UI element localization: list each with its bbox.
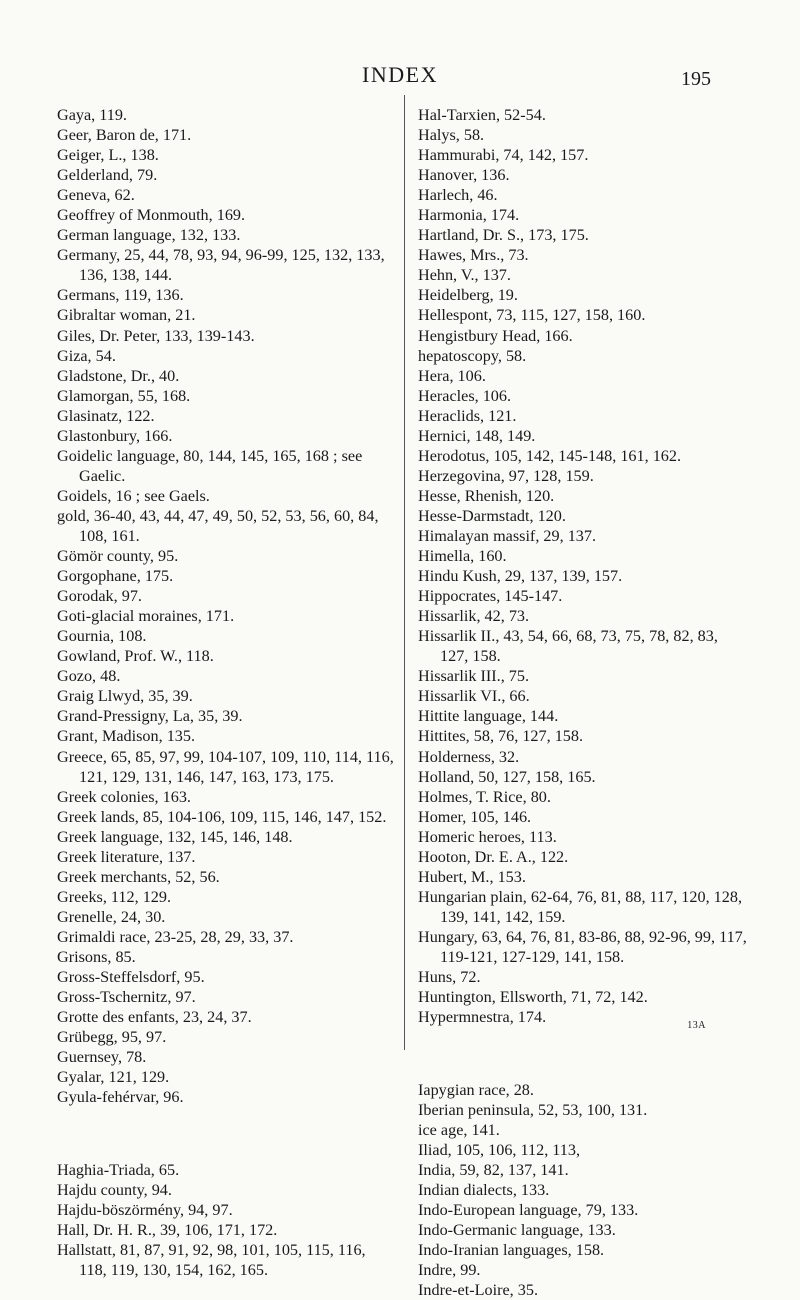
index-entry: Holderness, 32. [418,747,520,766]
index-entry: Indian dialects, 133. [418,1180,550,1199]
index-entry: Grenelle, 24, 30. [57,907,166,926]
index-entry: Hanover, 136. [418,166,510,185]
page-title: INDEX [362,62,438,87]
index-entry: Hernici, 148, 149. [418,426,536,445]
letter-group-gap [57,1124,397,1144]
index-entry: Himella, 160. [418,547,507,566]
index-entry: Gorgophane, 175. [57,567,174,586]
index-entry: Hubert, M., 153. [418,867,526,886]
index-entry: Grant, Madison, 135. [57,727,196,746]
index-entry: Hissarlik VI., 66. [418,687,530,706]
index-entry: Holmes, T. Rice, 80. [418,787,551,806]
index-entry: German language, 132, 133. [57,226,241,245]
index-entry: Homer, 105, 146. [418,807,532,826]
index-entry: Hehn, V., 137. [418,266,511,285]
index-entry: Greek merchants, 52, 56. [57,867,220,886]
index-entry: Greek lands, 85, 104-106, 109, 115, 146, 147, 152. [57,807,387,826]
index-entry: Geiger, L., 138. [57,146,159,165]
index-entry: Gozo, 48. [57,667,121,686]
index-entry: Iliad, 105, 106, 112, 113, [418,1140,581,1159]
index-entry: Grimaldi race, 23-25, 28, 29, 33, 37. [57,927,294,946]
index-entry: Hissarlik II., 43, 54, 66, 68, 73, 75, 78, 82, 83, 127, 158. [418,627,718,666]
index-entry: Gaya, 119. [57,106,127,124]
index-entry: Heracles, 106. [418,386,512,405]
index-entry: Greek literature, 137. [57,847,196,866]
index-entry: Grotte des enfants, 23, 24, 37. [57,1008,252,1027]
index-entry: Hammurabi, 74, 142, 157. [418,146,589,165]
index-entry: Hittites, 58, 76, 127, 158. [418,727,584,746]
index-entry: Harmonia, 174. [418,206,520,225]
index-entry: Gross-Steffelsdorf, 95. [57,968,205,987]
index-entry: Hesse, Rhenish, 120. [418,486,555,505]
index-entry: Hissarlik, 42, 73. [418,607,530,626]
index-entry: Iapygian race, 28. [418,1080,534,1099]
index-entry: Hajdu-böszörmény, 94, 97. [57,1200,233,1219]
index-entry: Haghia-Triada, 65. [57,1160,180,1179]
printer-signature: 13A [687,1020,706,1031]
index-entry: Hera, 106. [418,366,486,385]
index-entry: Hungarian plain, 62-64, 76, 81, 88, 117, 120, 128, 139, 141, 142, 159. [418,887,743,926]
index-entry: Gladstone, Dr., 40. [57,366,180,385]
index-entry: Grisons, 85. [57,947,136,966]
index-entry: Hooton, Dr. E. A., 122. [418,847,569,866]
index-entry: Gömör county, 95. [57,547,179,566]
index-entry: Hellespont, 73, 115, 127, 158, 160. [418,306,646,325]
index-entry: Geer, Baron de, 171. [57,126,192,145]
index-entry: Greeks, 112, 129. [57,887,172,906]
index-entry: Huntington, Ellsworth, 71, 72, 142. [418,988,648,1007]
index-entry: Hissarlik III., 75. [418,667,530,686]
index-entry: Heidelberg, 19. [418,286,518,305]
index-entry: Hypermnestra, 174. [418,1008,547,1027]
index-entry: Hajdu county, 94. [57,1180,172,1199]
index-column-right [418,105,748,1300]
index-entry: Giles, Dr. Peter, 133, 139-143. [57,326,255,345]
index-entry: Hungary, 63, 64, 76, 81, 83-86, 88, 92-96, 99, 117, 119-121, 127-129, 141, 158. [418,927,747,966]
index-entry: Glamorgan, 55, 168. [57,386,191,405]
index-entry: Gorodak, 97. [57,587,142,606]
index-entry: Glastonbury, 166. [57,426,173,445]
index-entry: Gyalar, 121, 129. [57,1068,170,1087]
index-entry: Hindu Kush, 29, 137, 139, 157. [418,567,623,586]
index-entry: India, 59, 82, 137, 141. [418,1160,569,1179]
index-entry: Graig Llwyd, 35, 39. [57,687,193,706]
index-entry: Hengistbury Head, 166. [418,326,573,345]
index-entry: Glasinatz, 122. [57,406,155,425]
index-entry: Indo-Germanic language, 133. [418,1220,616,1239]
index-entry: Germans, 119, 136. [57,286,184,305]
index-entry: Harlech, 46. [418,186,498,205]
index-entry: hepatoscopy, 58. [418,346,527,365]
index-entry: Gournia, 108. [57,627,147,646]
index-entry: Goidels, 16 ; see Gaels. [57,486,210,505]
index-entry: Indo-Iranian languages, 158. [418,1240,605,1259]
index-entry: Herodotus, 105, 142, 145-148, 161, 162. [418,446,682,465]
index-entry: Indre, 99. [418,1260,481,1279]
index-entry: Grand-Pressigny, La, 35, 39. [57,707,243,726]
index-entry: Geneva, 62. [57,186,135,205]
index-entry: Indo-European language, 79, 133. [418,1200,639,1219]
index-entry: Heraclids, 121. [418,406,517,425]
index-entry: Gross-Tschernitz, 97. [57,988,196,1007]
index-entry: Germany, 25, 44, 78, 93, 94, 96-99, 125, 132, 133, 136, 138, 144. [57,246,385,285]
letter-group-gap [418,1043,748,1063]
index-entry: Herzegovina, 97, 128, 159. [418,466,594,485]
index-entry: Hall, Dr. H. R., 39, 106, 171, 172. [57,1220,278,1239]
index-entry: Geoffrey of Monmouth, 169. [57,206,246,225]
index-entry: Giza, 54. [57,346,116,365]
index-entry: Hawes, Mrs., 73. [418,246,529,265]
index-entry: Guernsey, 78. [57,1048,147,1067]
index-entry: Greece, 65, 85, 97, 99, 104-107, 109, 110, 114, 116, 121, 129, 131, 146, 147, 163, 173, 175. [57,747,394,786]
index-entry: Halys, 58. [418,126,485,145]
index-entry: Homeric heroes, 113. [418,827,557,846]
column-divider [404,95,405,1050]
index-entry: Greek language, 132, 145, 146, 148. [57,827,293,846]
index-entry: Himalayan massif, 29, 137. [418,526,597,545]
index-entry: ice age, 141. [418,1120,500,1139]
index-entry: Gyula-fehérvar, 96. [57,1088,184,1107]
index-entry: Hal-Tarxien, 52-54. [418,106,546,124]
page-number: 195 [681,68,711,90]
index-entry: Hittite language, 144. [418,707,559,726]
index-entry: Iberian peninsula, 52, 53, 100, 131. [418,1100,648,1119]
index-entry: Gowland, Prof. W., 118. [57,647,214,666]
index-entry: Hesse-Darmstadt, 120. [418,506,566,525]
index-entry: Gibraltar woman, 21. [57,306,196,325]
index-entry: Hartland, Dr. S., 173, 175. [418,226,589,245]
index-entry: Hippocrates, 145-147. [418,587,563,606]
index-entry: Greek colonies, 163. [57,787,191,806]
index-entry: Goti-glacial moraines, 171. [57,607,235,626]
index-entry: Huns, 72. [418,968,481,987]
index-column-left [57,105,397,1280]
index-entry: gold, 36-40, 43, 44, 47, 49, 50, 52, 53, 56, 60, 84, 108, 161. [57,506,379,545]
index-entry: Holland, 50, 127, 158, 165. [418,767,596,786]
index-entry: Hallstatt, 81, 87, 91, 92, 98, 101, 105, 115, 116, 118, 119, 130, 154, 162, 165. [57,1240,366,1279]
index-entry: Gelderland, 79. [57,166,158,185]
index-entry: Goidelic language, 80, 144, 145, 165, 168 ; see Gaelic. [57,446,363,485]
index-entry: Indre-et-Loire, 35. [418,1281,538,1299]
index-entry: Grübegg, 95, 97. [57,1028,167,1047]
